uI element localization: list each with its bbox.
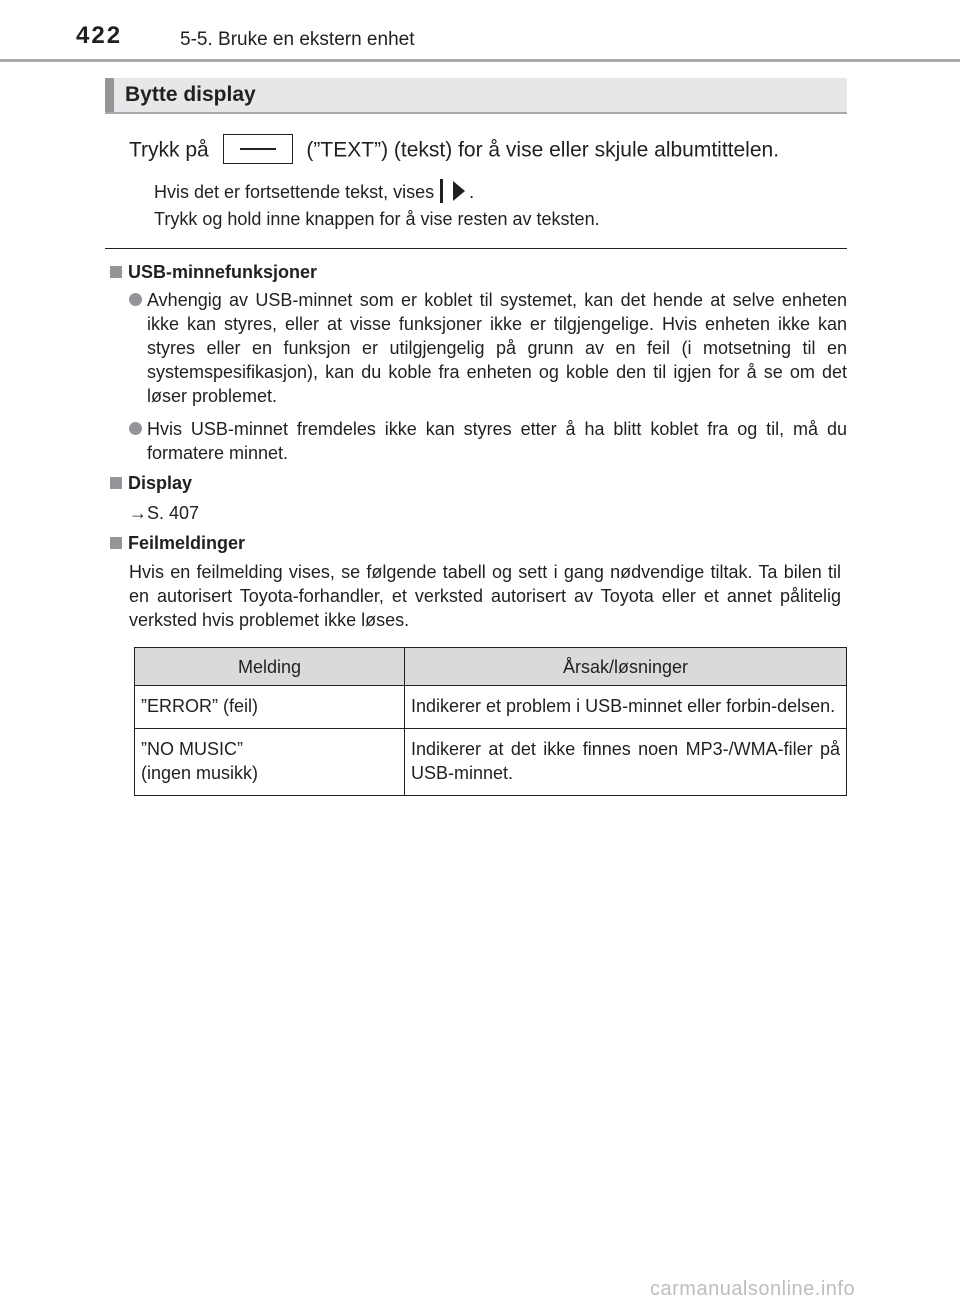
message-cell — [135, 729, 405, 796]
text-button-icon — [223, 134, 293, 164]
round-bullet-icon — [129, 293, 142, 306]
message-line-1: ”ERROR” (feil) — [141, 696, 258, 716]
message-line-2: (ingen musikk) — [141, 763, 259, 783]
table-header-row — [135, 648, 847, 686]
running-head: 5-5. Bruke en ekstern enhet — [180, 29, 415, 50]
section-accent — [105, 78, 114, 112]
section-title: Bytte display — [125, 83, 256, 106]
instruction-prefix: Trykk på — [129, 138, 209, 162]
message-line-1: ”NO MUSIC” — [141, 739, 243, 759]
section-title-bar — [105, 78, 847, 114]
usb-heading-text: USB-minnefunksjoner — [128, 262, 318, 282]
errors-intro: Hvis en feilmelding vises, se følgende tabell og sett i gang nødvendige tiltak. Ta bilen til en autorisert Toyota-forhandler, et verksted autorisert av Toyota eller et annet pålitelig verksted hvis problemet ikke løses. — [129, 562, 841, 630]
message-cell — [135, 686, 405, 729]
display-reference: →S. 407 — [129, 503, 200, 523]
round-bullet-icon — [129, 422, 142, 435]
instruction-suffix: (”TEXT”) (tekst) for å vise eller skjule albumtittelen. — [306, 138, 780, 162]
usb-heading — [110, 262, 317, 283]
cause-cell: Indikerer et problem i USB-minnet eller forbin-delsen. — [405, 686, 847, 729]
error-table — [134, 647, 847, 796]
table-row — [135, 729, 847, 796]
more-text-icon — [440, 179, 443, 203]
square-bullet-icon — [110, 537, 122, 549]
display-heading — [110, 473, 192, 494]
more-text-arrow-icon — [453, 181, 465, 201]
cause-cell: Indikerer at det ikke finnes noen MP3-/WMA-filer på USB-minnet. — [405, 729, 847, 796]
display-heading-text: Display — [128, 473, 193, 493]
usb-bullet-2 — [129, 417, 847, 465]
note-line1-prefix: Hvis det er fortsettende tekst, vises — [154, 181, 435, 202]
note-line1-suffix: . — [469, 181, 475, 202]
usb-bullet-2-text: Hvis USB-minnet fremdeles ikke kan styres etter å ha blitt koblet fra og til, må du formatere minnet. — [147, 419, 847, 463]
column-header-message: Melding — [135, 648, 405, 686]
errors-heading-text: Feilmeldinger — [128, 533, 246, 553]
header-divider — [0, 59, 960, 62]
column-header-cause: Årsak/løsninger — [405, 648, 847, 686]
note-line-2: Trykk og hold inne knappen for å vise resten av teksten. — [154, 209, 600, 229]
square-bullet-icon — [110, 477, 122, 489]
square-bullet-icon — [110, 266, 122, 278]
errors-heading — [110, 533, 245, 554]
instruction-line — [129, 136, 779, 166]
section-divider — [105, 248, 847, 249]
note-line-1 — [154, 181, 474, 205]
page-number: 422 — [76, 22, 123, 49]
watermark: carmanualsonline.info — [650, 1278, 856, 1300]
usb-bullet-1 — [129, 288, 847, 408]
table-row — [135, 686, 847, 729]
usb-bullet-1-text: Avhengig av USB-minnet som er koblet til systemet, kan det hende at selve enheten ikke kan styres, eller at visse funksjoner ikke er tilgjengelige. Hvis enheten ikke kan styres eller en funksjon er utilgjengelig på grunn av en feil (i motsetning til en systemspesifikasjon), kan du koble fra enheten og koble den til igjen for å se om det løser problemet. — [147, 290, 847, 406]
